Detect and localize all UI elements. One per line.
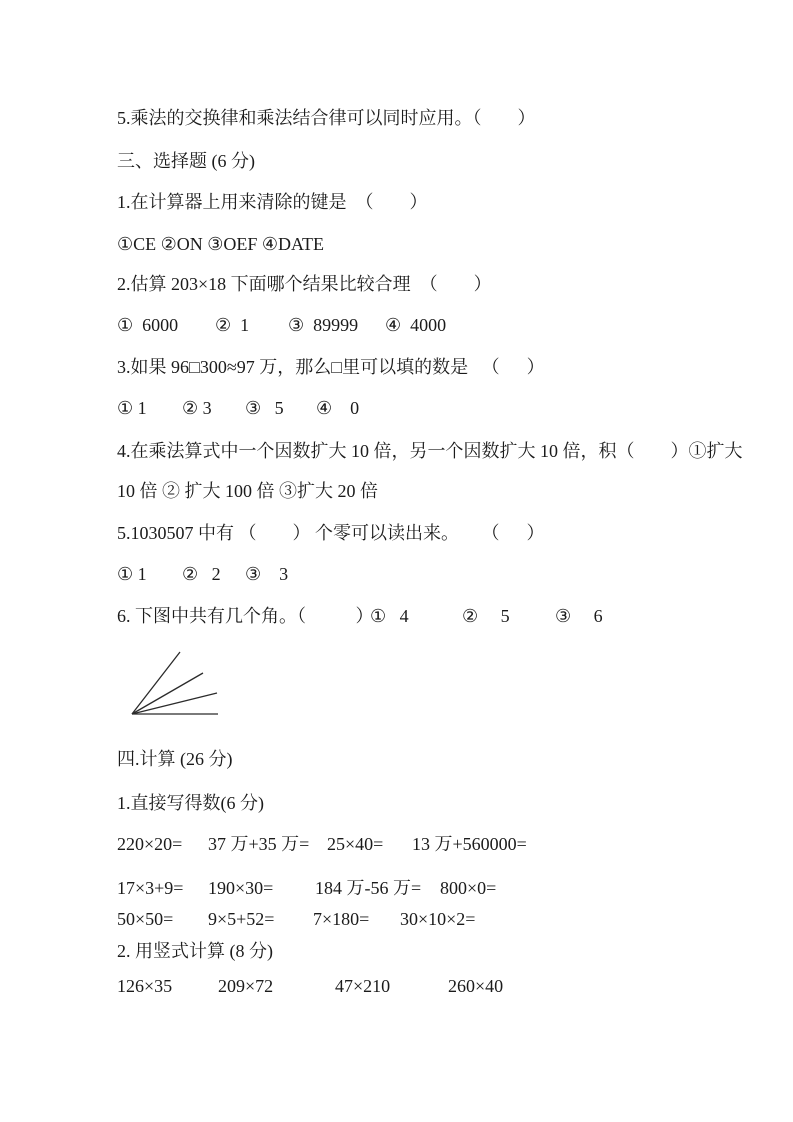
calc-expression: 25×40= xyxy=(327,834,384,854)
choice-q5-option-1: ① 1 xyxy=(117,564,147,584)
choice-q2-option-2: ② 1 xyxy=(215,315,250,335)
choice-q5-options xyxy=(0,562,793,586)
choice-q6-option-2: ② 5 xyxy=(462,606,510,626)
choice-q2-options xyxy=(0,313,793,337)
choice-q3-stem: 3.如果 96□300≈97 万，那么□里可以填的数是 （ ） xyxy=(117,357,545,377)
calc-row-4 xyxy=(0,974,793,998)
calc-expression: 184 万-56 万= xyxy=(315,878,422,898)
calc-expression: 50×50= xyxy=(117,909,174,929)
choice-q3-option-2: ② 3 xyxy=(182,398,212,418)
calc-expression: 13 万+560000= xyxy=(412,834,527,854)
choice-q3-options xyxy=(0,396,793,420)
choice-q2-option-1: ① 6000 xyxy=(117,315,179,335)
choice-q6-stem: 6. 下图中共有几个角。（ ） xyxy=(117,606,374,626)
angles-figure xyxy=(122,643,232,723)
choice-q2-option-3: ③ 89999 xyxy=(288,315,359,335)
choice-q6-option-1: ① 4 xyxy=(370,606,409,626)
section-4-calc-title: 四.计算 (26 分) xyxy=(117,749,233,769)
choice-q2-option-4: ④ 4000 xyxy=(385,315,447,335)
calc-row-1 xyxy=(0,832,793,856)
calc-expression: 37 万+35 万= xyxy=(208,834,310,854)
calc-expression: 126×35 xyxy=(117,976,173,996)
calc-sub2-title: 2. 用竖式计算 (8 分) xyxy=(117,941,273,961)
calc-row-3 xyxy=(0,907,793,931)
choice-q6-option-3: ③ 6 xyxy=(555,606,603,626)
choice-q3-option-4: ④ 0 xyxy=(316,398,360,418)
choice-q3-option-1: ① 1 xyxy=(117,398,147,418)
calc-expression: 47×210 xyxy=(335,976,391,996)
calc-expression: 209×72 xyxy=(218,976,274,996)
calc-expression: 7×180= xyxy=(313,909,370,929)
calc-expression: 9×5+52= xyxy=(208,909,275,929)
judge-question-5: 5.乘法的交换律和乘法结合律可以同时应用。（ ） xyxy=(117,108,536,128)
calc-expression: 220×20= xyxy=(117,834,183,854)
calc-expression: 17×3+9= xyxy=(117,878,184,898)
calc-row-2 xyxy=(0,876,793,900)
choice-q1-options: ①CE ②ON ③OEF ④DATE xyxy=(117,234,325,254)
calc-expression: 260×40 xyxy=(448,976,504,996)
choice-q6-line xyxy=(0,604,793,628)
choice-q5-stem: 5.1030507 中有 （ ） 个零可以读出来。 （ ） xyxy=(117,523,545,543)
choice-q2-stem: 2.估算 203×18 下面哪个结果比较合理 （ ） xyxy=(117,274,492,294)
calc-sub1-title: 1.直接写得数(6 分) xyxy=(117,793,264,813)
choice-q1-stem: 1.在计算器上用来清除的键是 （ ） xyxy=(117,192,428,212)
choice-q5-option-3: ③ 3 xyxy=(245,564,289,584)
calc-expression: 190×30= xyxy=(208,878,274,898)
choice-q5-option-2: ② 2 xyxy=(182,564,221,584)
calc-expression: 800×0= xyxy=(440,878,497,898)
choice-q3-option-3: ③ 5 xyxy=(245,398,284,418)
calc-expression: 30×10×2= xyxy=(400,909,476,929)
choice-q4-stem-line-1: 4.在乘法算式中一个因数扩大 10 倍，另一个因数扩大 10 倍，积（ ）①扩大 xyxy=(117,441,743,461)
choice-q4-stem-line-2: 10 倍 ② 扩大 100 倍 ③扩大 20 倍 xyxy=(117,481,378,501)
section-3-choice-title: 三、选择题 (6 分) xyxy=(117,151,255,171)
